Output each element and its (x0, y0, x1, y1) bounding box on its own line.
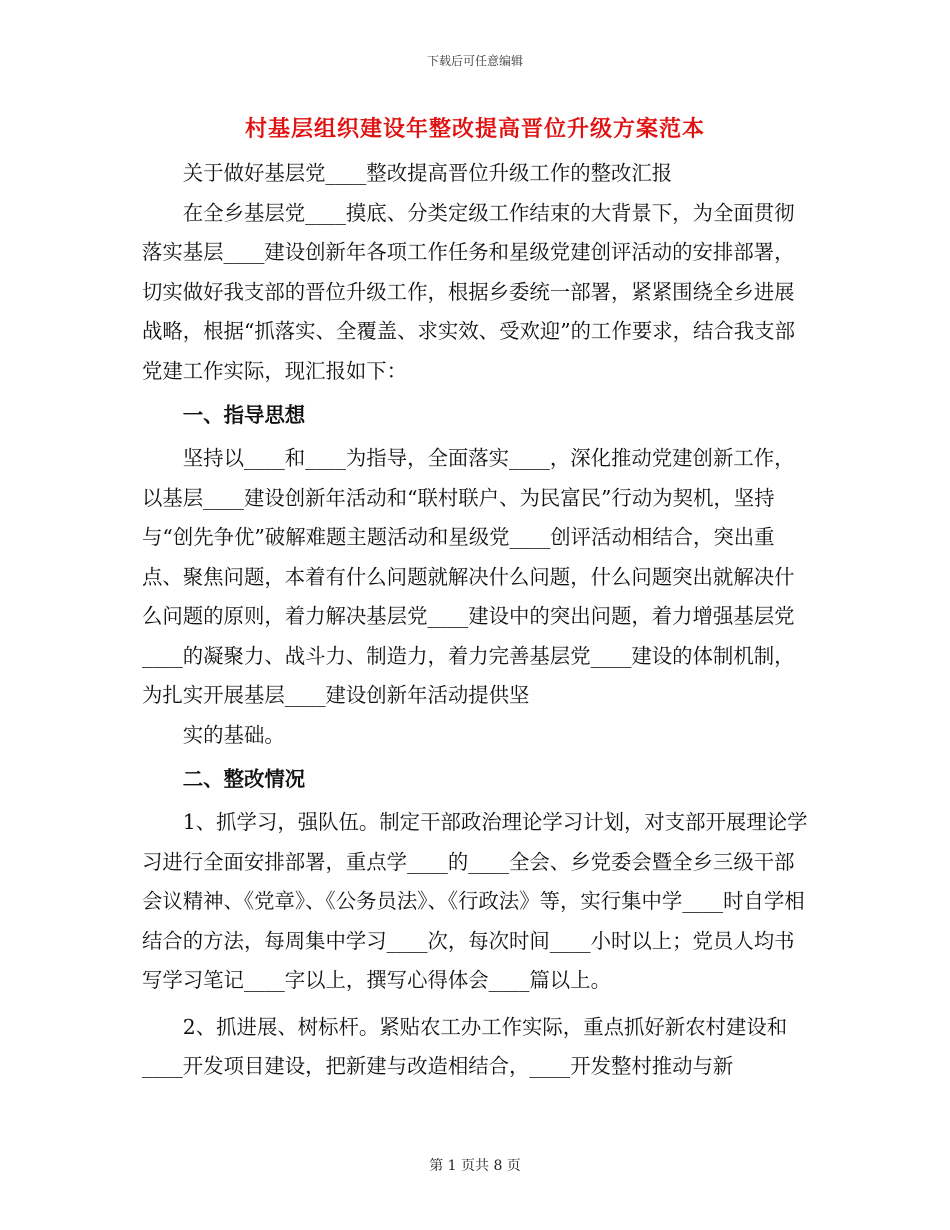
paragraph-subtitle: 关于做好基层党____整改提高晋位升级工作的整改汇报 (182, 161, 673, 185)
paragraph-guiding-thought: 坚持以____和____为指导，全面落实____，深化推动党建创新工作，以基层____建设创新年活动和“联村联户、为民富民”行动为契机，坚持与“创先争优”破解难题主题活动和星级党____创评活动相结合，突出重点、聚焦问题，本着有什么问题就解决什么问题，什么问题突出就解决什么问题的原则，着力解决基层党____建设中的突出问题，着力增强基层党____的凝聚力、战斗力、制造力，着力完善基层党____建设的体制机制，为扎实开展基层____建设创新年活动提供坚 (142, 446, 795, 707)
section-heading-rectification: 二、整改情况 (182, 767, 306, 791)
paragraph-item-2: 2、抓进展、树标杆。紧贴农工办工作实际，重点抓好新农村建设和____开发项目建设，把新建与改造相结合，____开发整村推动与新 (142, 1014, 788, 1078)
header-note: 下载后可任意编辑 (426, 54, 523, 68)
document-body (142, 154, 810, 1087)
paragraph-gap (142, 1001, 810, 1008)
section-heading-guiding-thought: 一、指导思想 (182, 403, 306, 427)
paragraph-intro: 在全乡基层党____摸底、分类定级工作结束的大背景下，为全面贯彻落实基层____建设创新年各项工作任务和星级党建创评活动的安排部署，切实做好我支部的晋位升级工作，根据乡委统一部署，紧紧围绕全乡进展战略，根据“抓落实、全覆盖、求实效、受欢迎”的工作要求，结合我支部党建工作实际，现汇报如下： (142, 200, 795, 383)
paragraph-guiding-thought-end: 实的基础。 (182, 722, 285, 747)
page-footer: 第 1 页共 8 页 (429, 1158, 521, 1174)
paragraph-item-1: 1、抓学习，强队伍。制定干部政治理论学习计划，对支部开展理论学习进行全面安排部署，重点学____的____全会、乡党委会暨全乡三级干部会议精神、《党章》、《公务员法》、《行政法》等，实行集中学____时自学相结合的方法，每周集中学习____次，每次时间____小时以上；党员人均书写学习笔记____字以上，撰写心得体会____篇以上。 (142, 810, 808, 992)
document-title: 村基层组织建设年整改提高晋位升级方案范本 (244, 117, 705, 142)
